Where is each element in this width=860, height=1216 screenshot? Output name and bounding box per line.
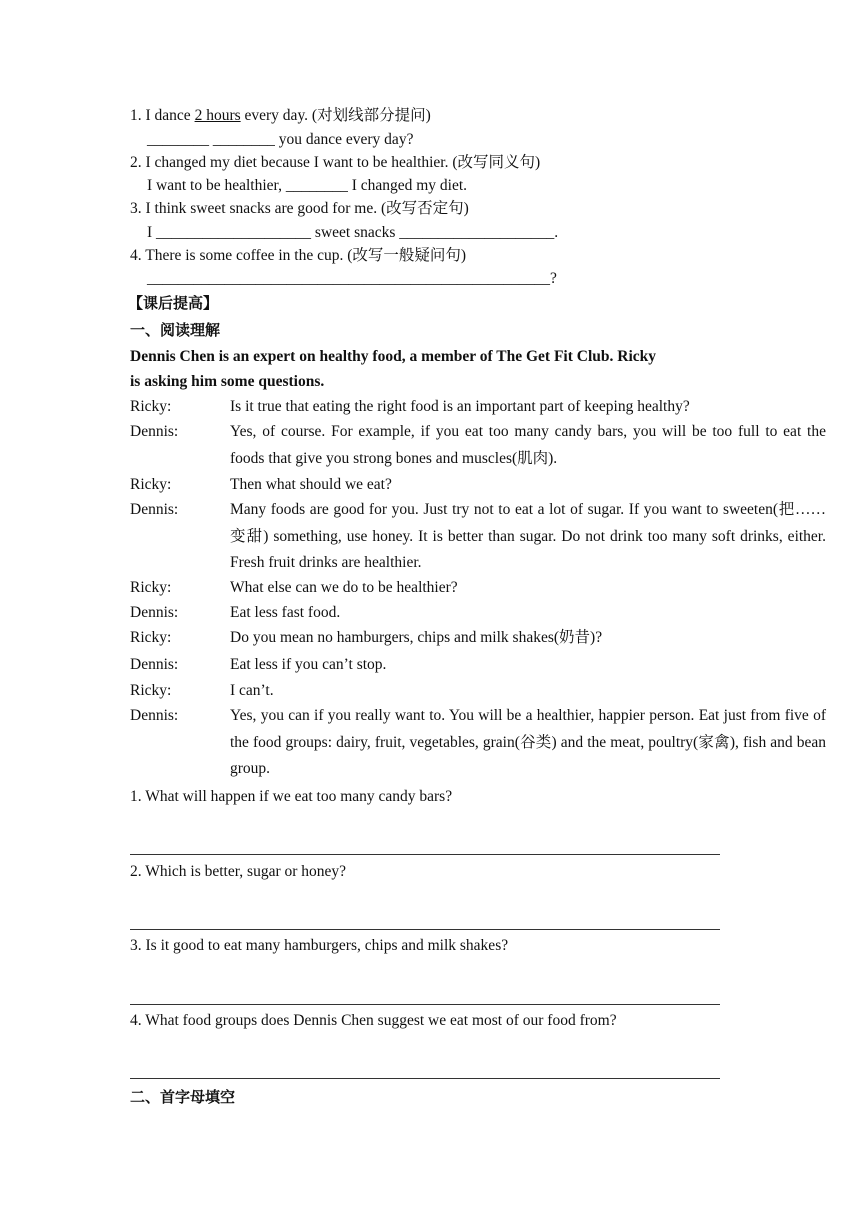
dialogue-speaker: Dennis: [130,501,179,518]
dialogue-speaker: Dennis: [130,707,179,724]
dialogue-line: Do you mean no hamburgers, chips and milk shakes(奶昔)? [230,629,603,646]
dialogue-line: Is it true that eating the right food is an important part of keeping healthy? [230,398,690,415]
dialogue-line: I can’t. [230,682,274,699]
dialogue-speaker: Dennis: [130,604,179,621]
section-heading-initial-letter-fill: 二、首字母填空 [130,1088,236,1106]
dialogue-line: Yes, you can if you really want to. You will be a healthier, happier person. Eat just from five of the food groups: dairy, fruit, vegetables, grain(谷类) and the meat, poultry(家禽), fish and bean group. [230,707,826,777]
dialogue-speaker: Ricky: [130,398,172,415]
dialogue-line: Yes, of course. For example, if you eat too many candy bars, you will be too full to eat the foods that give you strong bones and muscles(肌肉). [230,423,826,467]
exercise-1-text-post: every day. (对划线部分提问) [240,107,431,124]
exercise-1-question [130,106,431,126]
dialogue-line: Then what should we eat? [230,476,392,493]
reading-intro-line-2: is asking him some questions. [130,373,325,390]
dialogue-speaker: Dennis: [130,656,179,673]
dialogue-speaker: Ricky: [130,579,172,596]
exercise-4-question: 4. There is some coffee in the cup. (改写一般疑问句) [130,247,467,264]
reading-intro-line-1: Dennis Chen is an expert on healthy food, a member of The Get Fit Club. Ricky [130,348,657,365]
exercise-2-question: 2. I changed my diet because I want to be healthier. (改写同义句) [130,154,541,171]
comprehension-question-3: 3. Is it good to eat many hamburgers, chips and milk shakes? [130,937,509,954]
exercise-3-answer: I ____________________ sweet snacks ____________________. [147,224,559,241]
answer-line-2[interactable] [130,929,720,930]
comprehension-question-1: 1. What will happen if we eat too many candy bars? [130,788,453,805]
exercise-1-text-pre: 1. I dance [130,107,195,124]
section-heading-after-class: 【课后提高】 [128,294,219,312]
dialogue-line: Eat less if you can’t stop. [230,656,387,673]
dialogue-line: Many foods are good for you. Just try not to eat a lot of sugar. If you want to sweeten(把……变甜) something, use honey. It is better than sugar. Do not drink too many soft drinks, either. Fresh fruit drinks are healthier. [230,501,826,571]
dialogue-speaker: Ricky: [130,682,172,699]
comprehension-question-4: 4. What food groups does Dennis Chen suggest we eat most of our food from? [130,1012,617,1029]
exercise-3-question: 3. I think sweet snacks are good for me. (改写否定句) [130,200,469,217]
exercise-1-answer: ________ ________ you dance every day? [147,131,414,148]
comprehension-question-2: 2. Which is better, sugar or honey? [130,863,347,880]
exercise-2-answer: I want to be healthier, ________ I changed my diet. [147,177,468,194]
exercise-1-underlined: 2 hours [194,107,241,124]
dialogue-line: Eat less fast food. [230,604,341,621]
dialogue-speaker: Ricky: [130,476,172,493]
dialogue-line: What else can we do to be healthier? [230,579,458,596]
section-heading-reading: 一、阅读理解 [130,321,221,339]
dialogue-speaker: Ricky: [130,629,172,646]
answer-line-1[interactable] [130,854,720,855]
answer-line-4[interactable] [130,1078,720,1079]
dialogue-speaker: Dennis: [130,423,179,440]
exercise-4-answer: ____________________________________________________? [147,270,557,287]
answer-line-3[interactable] [130,1004,720,1005]
